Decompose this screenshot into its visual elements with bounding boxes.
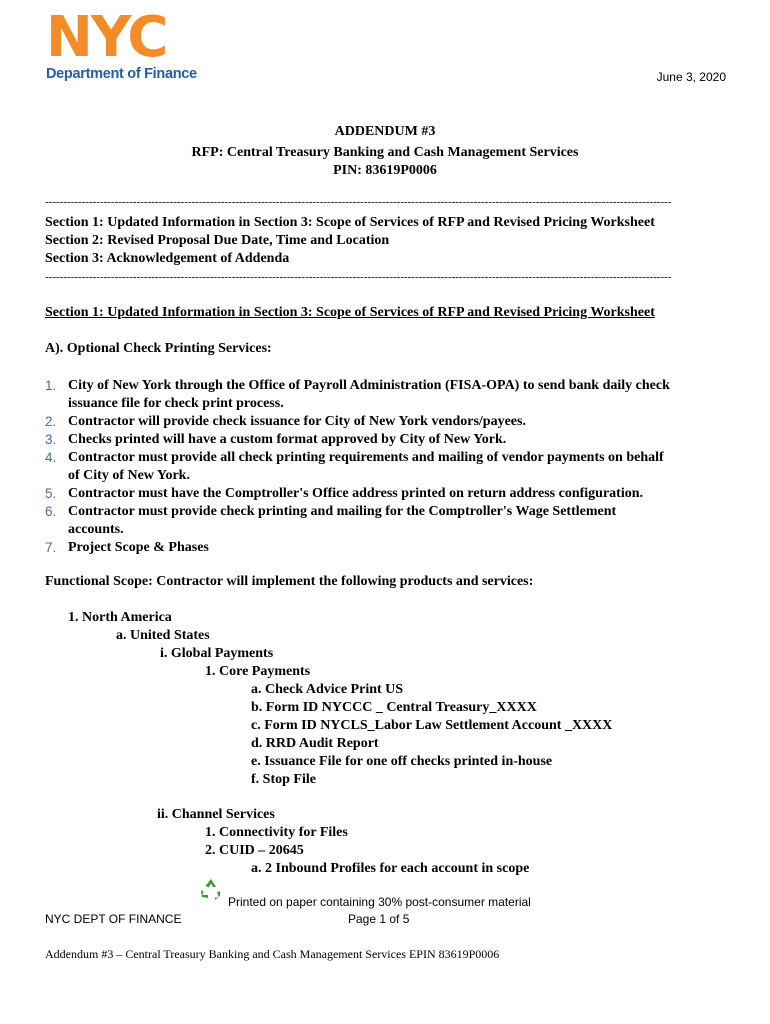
section-1-subheading: A). Optional Check Printing Services: <box>45 341 272 356</box>
list-item <box>45 413 735 431</box>
page-number: Page 1 of 5 <box>348 912 410 926</box>
outline-global-payments: i. Global Payments <box>160 646 274 661</box>
list-number: 7. <box>45 540 57 555</box>
list-line: Project Scope & Phases <box>68 540 209 555</box>
list-number: 4. <box>45 450 57 465</box>
pin-number: PIN: 83619P0006 <box>333 163 437 178</box>
toc-section-1: Section 1: Updated Information in Section 3: Scope of Services of RFP and Revised Pricing Worksheet <box>45 215 655 230</box>
list-number: 6. <box>45 504 57 519</box>
list-number: 1. <box>45 378 57 393</box>
list-item <box>45 503 735 539</box>
footer-addendum: Addendum #3 – Central Treasury Banking and Cash Management Services EPIN 83619P0006 <box>45 947 500 961</box>
rfp-title: RFP: Central Treasury Banking and Cash Management Services <box>191 145 579 160</box>
logo-text: NYC <box>46 5 167 70</box>
outline-core-payments: 1. Core Payments <box>205 664 311 679</box>
list-line: Contractor must provide check printing and mailing for the Comptroller's Wage Settlement <box>68 504 617 519</box>
outline-inbound-profiles: a. 2 Inbound Profiles for each account in scope <box>251 861 530 876</box>
list-item <box>45 485 735 503</box>
outline-core-item: a. Check Advice Print US <box>251 682 404 697</box>
logo-subtitle: Department of Finance <box>46 66 197 82</box>
list-line: accounts. <box>68 522 124 537</box>
footer-dept: NYC DEPT OF FINANCE <box>45 912 182 926</box>
outline-core-item: b. Form ID NYCCC _ Central Treasury_XXXX <box>251 700 537 715</box>
recycled-paper-note: Printed on paper containing 30% post-consumer material <box>228 895 531 909</box>
list-item <box>45 431 735 449</box>
section-1-heading: Section 1: Updated Information in Section 3: Scope of Services of RFP and Revised Pricing Worksheet <box>45 305 655 320</box>
functional-scope: Functional Scope: Contractor will implement the following products and services: <box>45 574 534 589</box>
list-item <box>45 377 735 413</box>
outline-core-item: c. Form ID NYCLS_Labor Law Settlement Account _XXXX <box>251 718 613 733</box>
list-line: Contractor will provide check issuance for City of New York vendors/payees. <box>68 414 526 429</box>
check-printing-list <box>45 377 735 557</box>
outline-north-america: 1. North America <box>68 610 172 625</box>
outline-core-item: d. RRD Audit Report <box>251 736 379 751</box>
toc-section-2: Section 2: Revised Proposal Due Date, Time and Location <box>45 233 390 248</box>
list-line: of City of New York. <box>68 468 190 483</box>
list-line: City of New York through the Office of Payroll Administration (FISA-OPA) to send bank daily check <box>68 378 670 393</box>
list-line: Contractor must provide all check printing requirements and mailing of vendor payments on behalf <box>68 450 664 465</box>
list-line: issuance file for check print process. <box>68 396 284 411</box>
recycle-icon <box>198 877 224 903</box>
nyc-finance-logo <box>46 5 197 83</box>
list-number: 5. <box>45 486 57 501</box>
outline-core-item: f. Stop File <box>251 772 316 787</box>
outline-channel-services: ii. Channel Services <box>157 807 275 822</box>
addendum-title: ADDENDUM #3 <box>334 124 436 139</box>
list-line: Contractor must have the Comptroller's Office address printed on return address configuration. <box>68 486 644 501</box>
list-item <box>45 539 735 557</box>
outline-cuid: 2. CUID – 20645 <box>205 843 304 858</box>
divider-bottom: --------------------------------------------------------------------------------------------------------------------------------------------------------------------------- <box>45 271 672 283</box>
toc-section-3: Section 3: Acknowledgement of Addenda <box>45 251 290 266</box>
outline-united-states: a. United States <box>116 628 210 643</box>
list-number: 3. <box>45 432 57 447</box>
document-date: June 3, 2020 <box>656 70 726 84</box>
list-number: 2. <box>45 414 57 429</box>
outline-connectivity: 1. Connectivity for Files <box>205 825 348 840</box>
divider-top: --------------------------------------------------------------------------------------------------------------------------------------------------------------------------- <box>45 196 672 208</box>
outline-core-item: e. Issuance File for one off checks printed in-house <box>251 754 553 769</box>
list-item <box>45 449 735 485</box>
list-line: Checks printed will have a custom format approved by City of New York. <box>68 432 507 447</box>
